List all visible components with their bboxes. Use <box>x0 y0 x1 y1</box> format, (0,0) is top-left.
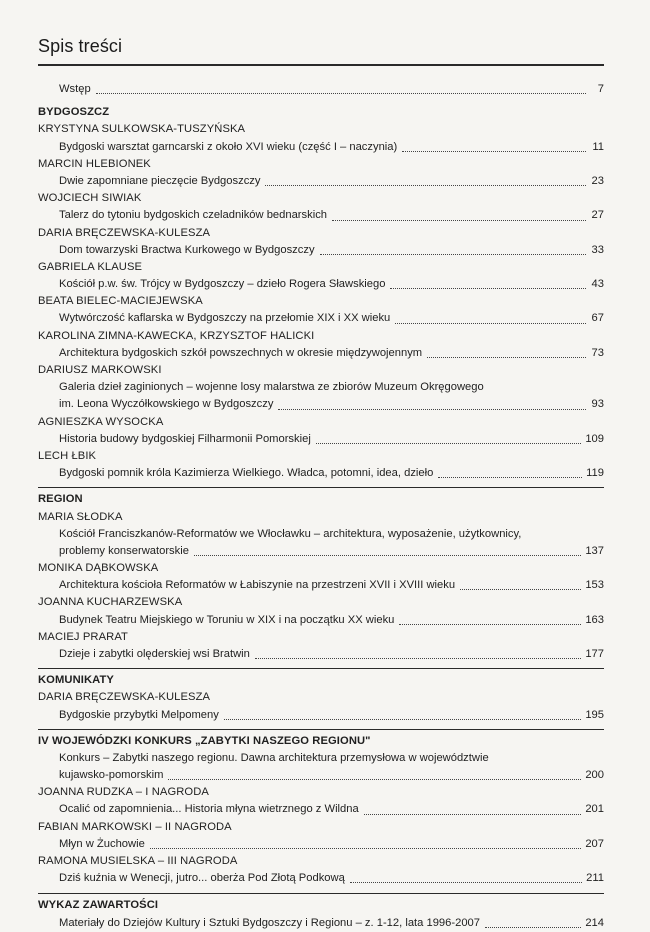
entry-title: Wstęp <box>59 82 91 95</box>
page-number: 211 <box>586 872 604 885</box>
entry-title-line: Kościół Franciszkanów-Reformatów we Włocławku – architektura, wyposażenie, użytkownicy, <box>59 527 522 540</box>
toc-entry[interactable] <box>38 310 604 327</box>
page-number: 109 <box>585 432 604 445</box>
entry-title: Dzieje i zabytki olęderskiej wsi Bratwin <box>59 647 250 660</box>
entry-title: Budynek Teatru Miejskiego w Toruniu w XIX i na początku XX wieku <box>59 613 395 626</box>
page-number: 119 <box>586 467 604 480</box>
page-number: 73 <box>591 346 604 359</box>
toc-entry[interactable] <box>38 207 604 224</box>
entry-title: kujawsko-pomorskim <box>59 769 164 782</box>
entry-title: Dziś kuźnia w Wenecji, jutro... oberża Pod Złotą Podkową <box>59 872 345 885</box>
page-number: 93 <box>591 398 604 411</box>
toc-entry[interactable] <box>38 767 604 784</box>
dot-leader <box>460 589 581 590</box>
dot-leader <box>224 719 582 720</box>
entry-author: DARIA BRĘCZEWSKA-KULESZA <box>38 226 211 239</box>
page-number: 33 <box>591 243 604 256</box>
page-number: 207 <box>585 837 604 850</box>
dot-leader <box>485 927 581 928</box>
dot-leader <box>390 288 586 289</box>
entry-title-line: Konkurs – Zabytki naszego regionu. Dawna architektura przemysłowa w województwie <box>59 751 489 764</box>
page-number: 163 <box>585 613 604 626</box>
entry-author: FABIAN MARKOWSKI – II NAGRODA <box>38 820 232 833</box>
dot-leader <box>316 443 582 444</box>
page-number: 201 <box>585 803 604 816</box>
dot-leader <box>320 254 586 255</box>
entry-title: Architektura bydgoskich szkół powszechnych w okresie międzywojennym <box>59 346 423 359</box>
toc-entry[interactable] <box>38 173 604 190</box>
page-number: 195 <box>585 708 604 721</box>
entry-title: im. Leona Wyczółkowskiego w Bydgoszczy <box>59 398 274 411</box>
toc-entry[interactable] <box>38 646 604 663</box>
dot-leader <box>395 323 586 324</box>
page-number: 67 <box>591 312 604 325</box>
entry-author: JOANNA RUDZKA – I NAGRODA <box>38 786 209 799</box>
dot-leader <box>399 624 581 625</box>
toc-entry[interactable] <box>38 543 604 560</box>
dot-leader <box>255 658 581 659</box>
section-heading: KOMUNIKATY <box>38 674 114 687</box>
entry-title: Bydgoski pomnik króla Kazimierza Wielkiego. Władca, potomni, idea, dzieło <box>59 467 434 480</box>
entry-author: DARIA BRĘCZEWSKA-KULESZA <box>38 691 211 704</box>
entry-title: Bydgoskie przybytki Melpomeny <box>59 708 219 721</box>
dot-leader <box>96 93 586 94</box>
dot-leader <box>194 555 581 556</box>
toc-entry[interactable] <box>38 612 604 629</box>
dot-leader <box>278 409 586 410</box>
dot-leader <box>438 477 582 478</box>
entry-author: BEATA BIELEC-MACIEJEWSKA <box>38 295 203 308</box>
toc-entry[interactable] <box>38 802 604 819</box>
entry-author: MARIA SŁODKA <box>38 510 123 523</box>
toc-entry[interactable] <box>38 276 604 293</box>
page-number: 200 <box>585 769 604 782</box>
entry-title: Dwie zapomniane pieczęcie Bydgoszczy <box>59 174 261 187</box>
entry-title: Architektura kościoła Reformatów w Łabiszynie na przestrzeni XVII i XVIII wieku <box>59 579 456 592</box>
entry-author: MONIKA DĄBKOWSKA <box>38 562 159 575</box>
toc-entry[interactable] <box>38 836 604 853</box>
toc-entry[interactable] <box>38 345 604 362</box>
section-heading: WYKAZ ZAWARTOŚCI <box>38 899 159 912</box>
entry-title: Historia budowy bydgoskiej Filharmonii Pomorskiej <box>59 432 311 445</box>
entry-title: Bydgoski warsztat garncarski z około XVI wieku (część I – naczynia) <box>59 140 398 153</box>
section-heading: REGION <box>38 493 83 506</box>
entry-title: Materiały do Dziejów Kultury i Sztuki Bydgoszczy i Regionu – z. 1-12, lata 1996-2007 <box>59 916 480 929</box>
entry-title: Kościół p.w. św. Trójcy w Bydgoszczy – dzieło Rogera Sławskiego <box>59 278 386 291</box>
dot-leader <box>265 185 586 186</box>
page-number: 153 <box>585 579 604 592</box>
page-number: 23 <box>591 174 604 187</box>
entry-title: Dom towarzyski Bractwa Kurkowego w Bydgoszczy <box>59 243 315 256</box>
dot-leader <box>332 220 586 221</box>
entry-author: AGNIESZKA WYSOCKA <box>38 415 164 428</box>
dot-leader <box>150 848 582 849</box>
table-of-contents <box>38 81 604 932</box>
dot-leader <box>402 151 586 152</box>
toc-entry[interactable] <box>38 431 604 448</box>
entry-author: DARIUSZ MARKOWSKI <box>38 364 162 376</box>
entry-author: MACIEJ PRARAT <box>38 630 128 643</box>
entry-author: JOANNA KUCHARZEWSKA <box>38 596 183 609</box>
entry-author: LECH ŁBIK <box>38 449 97 462</box>
page-number: 27 <box>591 209 604 222</box>
entry-title-line: Galeria dzieł zaginionych – wojenne losy malarstwa ze zbiorów Muzeum Okręgowego <box>59 381 484 394</box>
dot-leader <box>168 779 581 780</box>
entry-title: Ocalić od zapomnienia... Historia młyna wietrznego z Wildna <box>59 803 359 816</box>
section-heading: BYDGOSZCZ <box>38 106 110 119</box>
page-title: Spis treści <box>38 36 123 56</box>
page-number: 137 <box>585 544 604 557</box>
toc-entry[interactable] <box>38 707 604 724</box>
page-number: 177 <box>585 647 604 660</box>
dot-leader <box>427 357 586 358</box>
title-rule <box>38 64 604 66</box>
toc-entry[interactable] <box>38 242 604 259</box>
page-number: 43 <box>591 278 604 291</box>
toc-entry[interactable] <box>38 465 604 482</box>
entry-author: KAROLINA ZIMNA-KAWECKA, KRZYSZTOF HALICKI <box>38 329 315 342</box>
entry-title: Wytwórczość kaflarska w Bydgoszczy na przełomie XIX i XX wieku <box>59 312 391 325</box>
section-heading: IV WOJEWÓDZKI KONKURS „ZABYTKI NASZEGO REGIONU" <box>38 734 371 747</box>
page-number: 11 <box>592 140 604 153</box>
entry-author: GABRIELA KLAUSE <box>38 260 143 273</box>
dot-leader <box>364 814 582 815</box>
entry-author: MARCIN HLEBIONEK <box>38 157 151 170</box>
toc-entry[interactable] <box>38 577 604 594</box>
entry-author: RAMONA MUSIELSKA – III NAGRODA <box>38 855 238 868</box>
page-number: 214 <box>585 916 604 929</box>
entry-title: Młyn w Żuchowie <box>59 837 145 850</box>
entry-author: WOJCIECH SIWIAK <box>38 192 142 205</box>
toc-entry[interactable] <box>38 81 604 98</box>
toc-entry[interactable] <box>38 396 604 413</box>
toc-entry[interactable] <box>38 870 604 887</box>
dot-leader <box>350 882 582 883</box>
toc-entry[interactable] <box>38 915 604 932</box>
entry-title: Talerz do tytoniu bydgoskich czeladników bednarskich <box>59 209 328 222</box>
entry-title: problemy konserwatorskie <box>59 544 189 557</box>
toc-entry[interactable] <box>38 139 604 156</box>
entry-author: KRYSTYNA SULKOWSKA-TUSZYŃSKA <box>38 123 246 136</box>
page-number: 7 <box>597 82 604 95</box>
